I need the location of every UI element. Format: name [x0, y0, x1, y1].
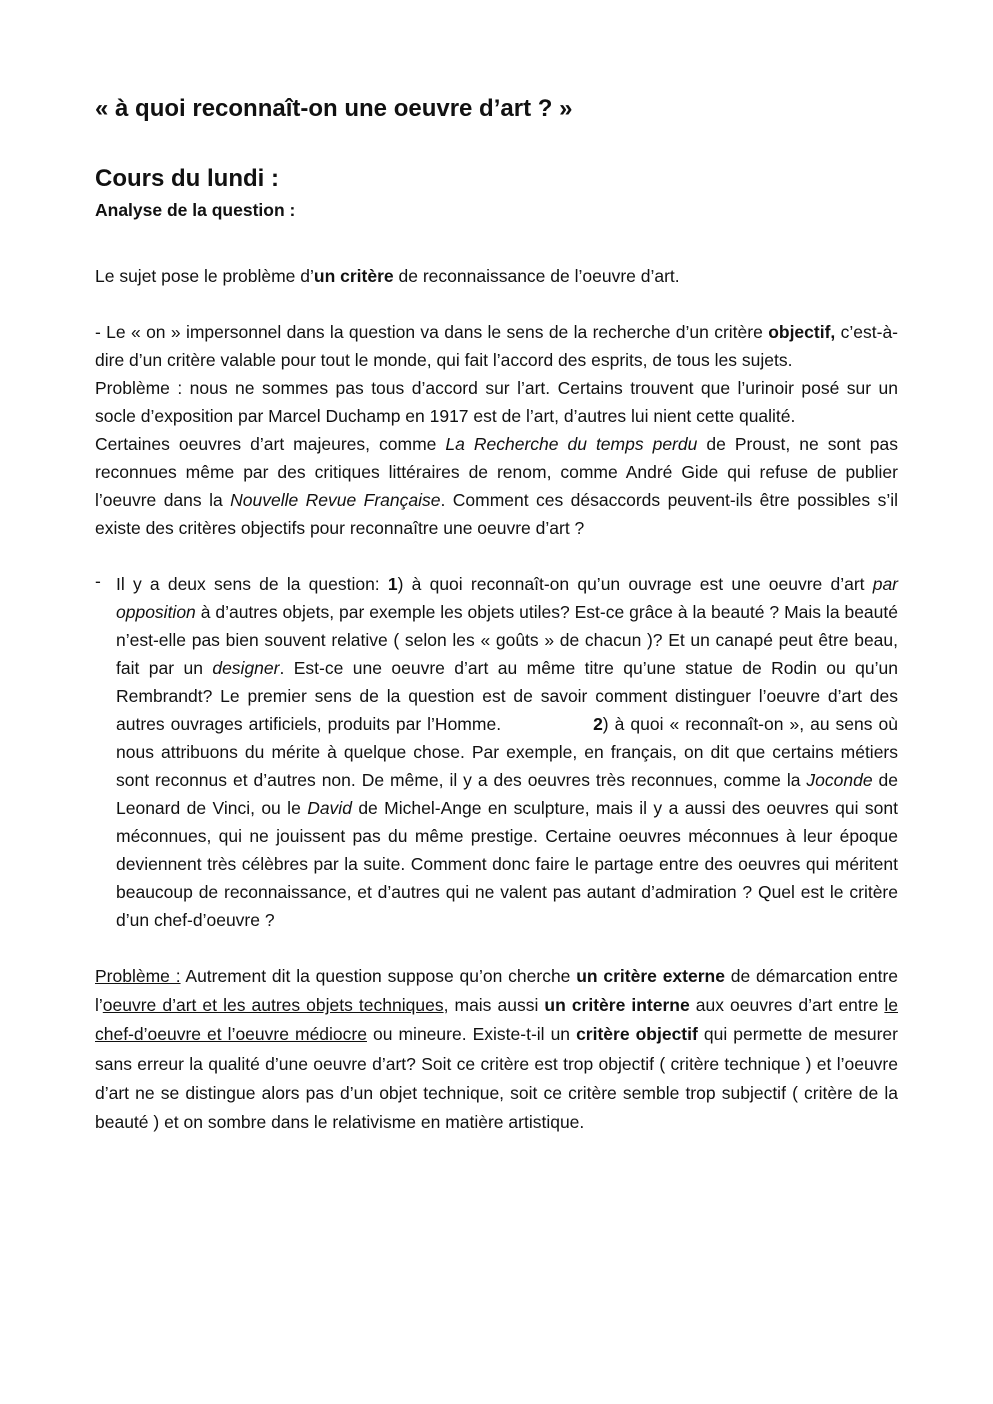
list-dash: -: [95, 571, 101, 591]
proust-paragraph: Certaines oeuvres d’art majeures, comme La Recherche du temps perdu de Proust, ne sont pas reconnues même par des critiques littéraires de renom, comme André Gide qui refuse de publier l’oeuvre dans la Nouvelle Revue Française. Comment ces désaccords peuvent-ils être possibles s’il existe des critères objectifs pour reconnaître une oeuvre d’art ?: [95, 434, 899, 538]
subheading: Analyse de la question :: [95, 200, 296, 220]
document-page: [95, 92, 898, 1137]
final-problem-block: [95, 962, 898, 1137]
intro-paragraph: Le sujet pose le problème d’un critère de reconnaissance de l’oeuvre d’art.: [95, 266, 680, 286]
on-paragraph: - Le « on » impersonnel dans la question va dans le sens de la recherche d’un critère objectif, c’est-à-dire d’un critère valable pour tout le monde, qui fait l’accord des esprits, de tous les sujets.: [95, 322, 899, 370]
document-title: « à quoi reconnaît-on une oeuvre d’art ? »: [95, 95, 573, 122]
final-problem-paragraph: Problème : Autrement dit la question suppose qu’on cherche un critère externe de démarcation entre l’oeuvre d’art et les autres objets techniques, mais aussi un critère interne aux oeuvres d’art entre le chef-d’oeuvre et l’oeuvre médiocre ou mineure. Existe-t-il un critère objectif qui permette de mesurer sans erreur la qualité d’une oeuvre d’art? Soit ce critère est trop objectif ( critère technique ) et l’oeuvre d’art ne se distingue alors pas d’un objet technique, soit ce critère semble trop subjectif ( critère de la beauté ) et on sombre dans le relativisme en matière artistique.: [95, 966, 899, 1133]
section-heading: Cours du lundi :: [95, 165, 279, 192]
two-senses-paragraph: Il y a deux sens de la question: 1) à quoi reconnaît-on qu’un ouvrage est une oeuvre d’art par opposition à d’autres objets, par exemple les objets utiles? Est-ce grâce à la beauté ? Mais la beauté n’est-elle pas bien souvent relative ( selon les « goûts » de chacun )? Et un canapé peut être beau, fait par un designer. Est-ce une oeuvre d’art au même titre qu’une statue de Rodin ou qu’un Rembrandt? Le premier sens de la question est de savoir comment distinguer l’oeuvre d’art des autres ouvrages artificiels, produits par l’Homme. 2) à quoi « reconnaît-on », au sens où nous attribuons du mérite à quelque chose. Par exemple, en français, on dit que certains métiers sont reconnus et d’autres non. De même, il y a des oeuvres très reconnues, comme la Joconde de Leonard de Vinci, ou le David de Michel-Ange en sculpture, mais il y a aussi des oeuvres qui sont méconnues, qui ne jouissent pas du même prestige. Certaine oeuvres méconnues à leur époque deviennent très célèbres par la suite. Comment donc faire le partage entre des oeuvres qui méritent beaucoup de reconnaissance, et d’autres qui ne valent pas autant d’admiration ? Quel est le critère d’un chef-d’oeuvre ?: [116, 574, 899, 930]
two-senses-list-item: [95, 570, 898, 934]
probleme-paragraph: Problème : nous ne sommes pas tous d’accord sur l’art. Certains trouvent que l’urinoir posé sur un socle d’exposition par Marcel Duchamp en 1917 est de l’art, d’autres lui nient cette qualité.: [95, 378, 898, 426]
